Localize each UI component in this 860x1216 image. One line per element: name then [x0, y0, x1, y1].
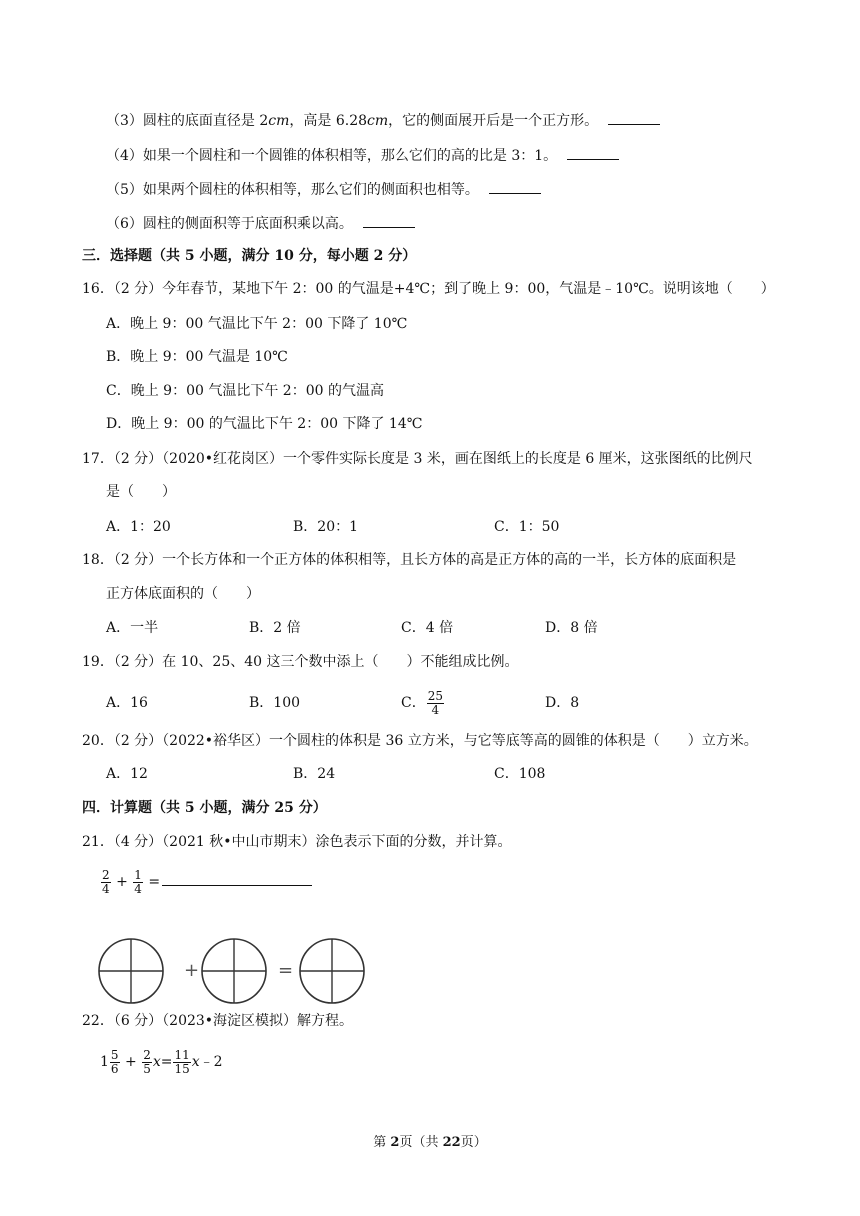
footer-text-c: 页） — [460, 1135, 487, 1150]
judge-item-6-text: （6）圆柱的侧面积等于底面积乘以高。 — [106, 216, 353, 232]
q22-stem: 22．（6 分）（2023•海淀区模拟）解方程。 — [82, 1013, 354, 1029]
q22-equation — [100, 1042, 223, 1082]
fraction-numerator: 5 — [110, 1047, 119, 1062]
judge-item-5 — [106, 179, 541, 200]
answer-blank-3[interactable] — [608, 110, 660, 125]
answer-blank-6[interactable] — [363, 213, 415, 228]
q22-fraction-3 — [173, 1049, 190, 1076]
q17-option-b[interactable]: B．20：1 — [293, 519, 359, 535]
page-footer — [0, 1131, 860, 1150]
q17-option-a[interactable]: A．1：20 — [106, 519, 171, 535]
judge-item-5-text: （5）如果两个圆柱的体积相等，那么它们的侧面积也相等。 — [106, 182, 479, 198]
variable-x: x — [152, 1054, 161, 1070]
q19-option-a[interactable]: A．16 — [106, 695, 148, 711]
footer-total-pages: 22 — [442, 1135, 461, 1150]
variable-x: x — [191, 1054, 200, 1070]
q19-stem: 19．（2 分）在 10、25、40 这三个数中添上（ ）不能组成比例。 — [82, 654, 519, 670]
q21-answer-blank[interactable] — [162, 871, 312, 886]
q20-stem: 20．（2 分）（2022•裕华区）一个圆柱的体积是 36 立方米，与它等底等高的圆锥的体积是（ ）立方米。 — [82, 733, 758, 749]
q17-option-c[interactable]: C．1：50 — [494, 519, 560, 535]
q18-stem-line2: 正方体底面积的（ ） — [106, 586, 260, 602]
q18-option-c[interactable]: C．4 倍 — [401, 620, 454, 636]
q19-option-c-label: C． — [401, 695, 426, 711]
judge-item-3-text-c: ，它的侧面展开后是一个正方形。 — [388, 113, 599, 129]
q19-option-b[interactable]: B．100 — [249, 695, 301, 711]
q21-expression — [100, 862, 312, 902]
fraction-denominator: 4 — [431, 702, 440, 717]
q19-option-d[interactable]: D．8 — [545, 695, 580, 711]
q16-option-b[interactable]: B．晚上 9：00 气温是 10℃ — [106, 349, 288, 365]
q22-fraction-2 — [142, 1049, 152, 1076]
footer-text-b: 页（共 — [399, 1135, 443, 1150]
q21-fraction-2 — [133, 869, 143, 896]
minus-two: ﹣2 — [199, 1054, 223, 1070]
q18-stem-line1: 18．（2 分）一个长方体和一个正方体的体积相等，且长方体的高是正方体的高的一半，长方体的底面积是 — [82, 552, 737, 568]
q20-option-a[interactable]: A．12 — [106, 766, 148, 782]
q21-stem: 21．（4 分）（2021 秋•中山市期末）涂色表示下面的分数，并计算。 — [82, 834, 512, 850]
unit-cm-1: cm — [268, 113, 290, 129]
plus-sign: + — [116, 874, 128, 890]
q16-stem: 16．（2 分）今年春节，某地下午 2：00 的气温是+4℃；到了晚上 9：00，气温是﹣10℃。说明该地（ ） — [82, 281, 775, 297]
q17-stem-line1: 17．（2 分）（2020•红花岗区）一个零件实际长度是 3 米，画在图纸上的长度是 6 厘米，这张图纸的比例尺 — [82, 451, 753, 467]
circle-1[interactable] — [99, 939, 163, 1003]
q21-fraction-1 — [101, 869, 111, 896]
fraction-numerator: 2 — [143, 1047, 151, 1062]
answer-blank-5[interactable] — [489, 179, 541, 194]
equals-sign: = — [160, 1054, 173, 1070]
judge-item-4-text: （4）如果一个圆柱和一个圆锥的体积相等，那么它们的高的比是 3：1。 — [106, 148, 558, 164]
q22-fraction-1 — [110, 1049, 120, 1076]
footer-page-number: 2 — [390, 1135, 400, 1150]
fraction-denominator: 4 — [102, 881, 110, 896]
judge-item-4 — [106, 145, 619, 166]
judge-item-3-text-b: ，高是 6.28 — [289, 113, 368, 129]
judge-item-3-text-a: （3）圆柱的底面直径是 2 — [106, 113, 269, 129]
q19-option-c[interactable] — [401, 681, 445, 725]
circle-equals-sign: = — [278, 960, 294, 981]
q18-option-a[interactable]: A．一半 — [106, 620, 159, 636]
circle-3[interactable] — [300, 939, 364, 1003]
q18-option-d[interactable]: D．8 倍 — [545, 620, 598, 636]
fraction-denominator: 15 — [174, 1061, 190, 1076]
q18-option-b[interactable]: B．2 倍 — [249, 620, 301, 636]
footer-text-a: 第 — [373, 1135, 391, 1150]
unit-cm-2: cm — [367, 113, 389, 129]
section-3-title: 三．选择题（共 5 小题，满分 10 分，每小题 2 分） — [82, 248, 417, 264]
mixed-whole: 1 — [100, 1054, 109, 1070]
q19-option-c-fraction — [427, 690, 444, 717]
section-4-title: 四．计算题（共 5 小题，满分 25 分） — [82, 800, 327, 816]
fraction-numerator: 2 — [102, 867, 110, 882]
circle-2[interactable] — [202, 939, 266, 1003]
q17-stem-line2: 是（ ） — [106, 484, 176, 500]
q20-option-c[interactable]: C．108 — [494, 766, 546, 782]
equals-sign: = — [148, 874, 161, 890]
q16-option-c[interactable]: C．晚上 9：00 气温比下午 2：00 的气温高 — [106, 383, 384, 399]
fraction-denominator: 4 — [134, 881, 142, 896]
fraction-numerator: 11 — [174, 1047, 190, 1062]
judge-item-3 — [106, 110, 660, 131]
fraction-numerator: 25 — [427, 688, 443, 703]
fraction-denominator: 6 — [110, 1061, 119, 1076]
q16-option-a[interactable]: A．晚上 9：00 气温比下午 2：00 下降了 10℃ — [106, 316, 408, 332]
q16-option-d[interactable]: D．晚上 9：00 的气温比下午 2：00 下降了 14℃ — [106, 416, 423, 432]
fraction-numerator: 1 — [134, 867, 142, 882]
answer-blank-4[interactable] — [567, 145, 619, 160]
q21-circle-diagram — [98, 936, 378, 1006]
fraction-denominator: 5 — [143, 1061, 151, 1076]
q20-option-b[interactable]: B．24 — [293, 766, 336, 782]
judge-item-6 — [106, 213, 415, 234]
plus-sign: + — [125, 1054, 137, 1070]
circle-plus-sign: + — [184, 960, 200, 981]
